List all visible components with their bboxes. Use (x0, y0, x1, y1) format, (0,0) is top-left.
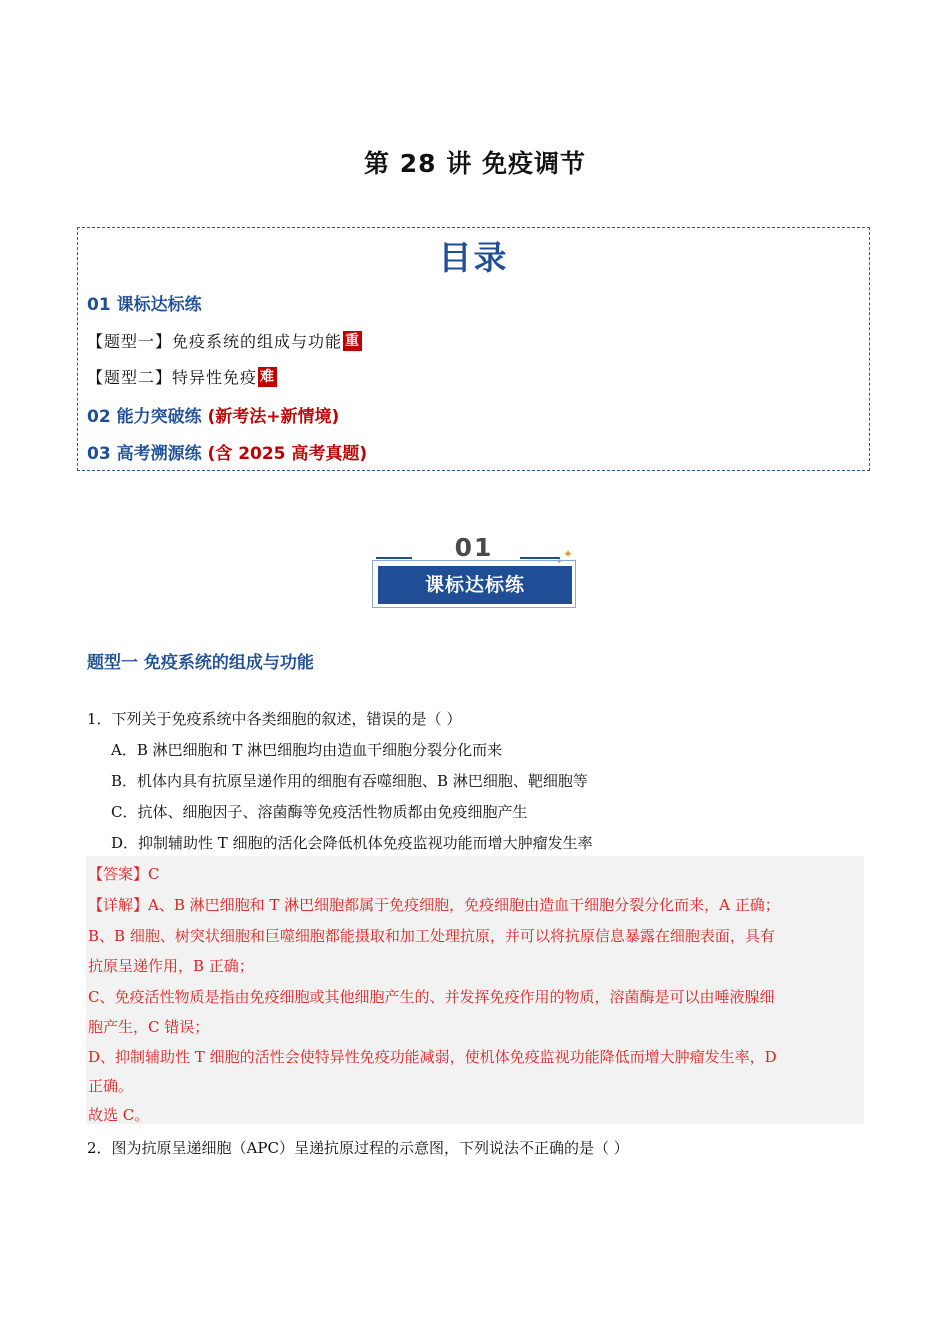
toc-item-label: 【题型一】免疫系统的组成与功能 (87, 332, 343, 351)
toc-item-label: 【题型二】特异性免疫 (87, 368, 258, 387)
table-of-contents (77, 227, 870, 471)
sparkle-icon: ✦ (563, 547, 574, 561)
section-number: 01 (454, 533, 494, 562)
question-stem: 1．下列关于免疫系统中各类细胞的叙述，错误的是（ ） (87, 710, 462, 728)
toc-item-type1[interactable] (87, 329, 362, 352)
page-title: 第 28 讲 免疫调节 (364, 149, 586, 178)
answer-line: D、抑制辅助性 T 细胞的活性会使特异性免疫功能减弱，使机体免疫监视功能降低而增大肿瘤发生率，D (88, 1048, 777, 1066)
question-stem: 2．图为抗原呈递细胞（APC）呈递抗原过程的示意图，下列说法不正确的是（ ） (87, 1139, 629, 1157)
question-option-b: B．机体内具有抗原呈递作用的细胞有吞噬细胞、B 淋巴细胞、靶细胞等 (111, 772, 588, 790)
section-label: 课标达标练 (378, 566, 572, 604)
sparkle-icon: ✦ (556, 557, 563, 566)
toc-heading: 目录 (438, 238, 509, 277)
answer-line: 抗原呈递作用，B 正确； (88, 957, 254, 975)
toc-item-type2[interactable] (87, 365, 277, 388)
toc-item-03[interactable] (87, 439, 367, 464)
answer-line: 故选 C。 (88, 1106, 150, 1124)
type-heading: 题型一 免疫系统的组成与功能 (87, 653, 314, 673)
answer-line: C、免疫活性物质是指由免疫细胞或其他细胞产生的、并发挥免疫作用的物质，溶菌酶是可以由唾液腺细 (88, 988, 775, 1006)
question-option-a: A．B 淋巴细胞和 T 淋巴细胞均由造血干细胞分裂分化而来 (111, 741, 503, 759)
answer-line: 胞产生，C 错误； (88, 1018, 210, 1036)
toc-item-label: 01 课标达标练 (87, 295, 202, 315)
toc-item-02[interactable] (87, 402, 339, 427)
toc-item-extra: (含 2025 高考真题) (207, 444, 368, 464)
answer-line: 【详解】A、B 淋巴细胞和 T 淋巴细胞都属于免疫细胞，免疫细胞由造血干细胞分裂分化而来，A 正确； (88, 896, 780, 914)
toc-item-label: 02 能力突破练 (87, 407, 208, 427)
toc-item-extra: (新考法+新情境) (207, 407, 340, 427)
question-option-d: D．抑制辅助性 T 细胞的活化会降低机体免疫监视功能而增大肿瘤发生率 (111, 834, 593, 852)
question-option-c: C．抗体、细胞因子、溶菌酶等免疫活性物质都由免疫细胞产生 (111, 803, 528, 821)
section-banner (370, 533, 582, 611)
toc-item-01[interactable] (87, 290, 202, 315)
toc-tag-important: 重 (345, 333, 361, 349)
toc-tag-difficult: 难 (260, 369, 276, 385)
answer-line: 【答案】C (88, 865, 160, 883)
toc-item-label: 03 高考溯源练 (87, 444, 208, 464)
answer-line: B、B 细胞、树突状细胞和巨噬细胞都能摄取和加工处理抗原，并可以将抗原信息暴露在细胞表面，具有 (88, 927, 775, 945)
answer-line: 正确。 (88, 1077, 134, 1095)
